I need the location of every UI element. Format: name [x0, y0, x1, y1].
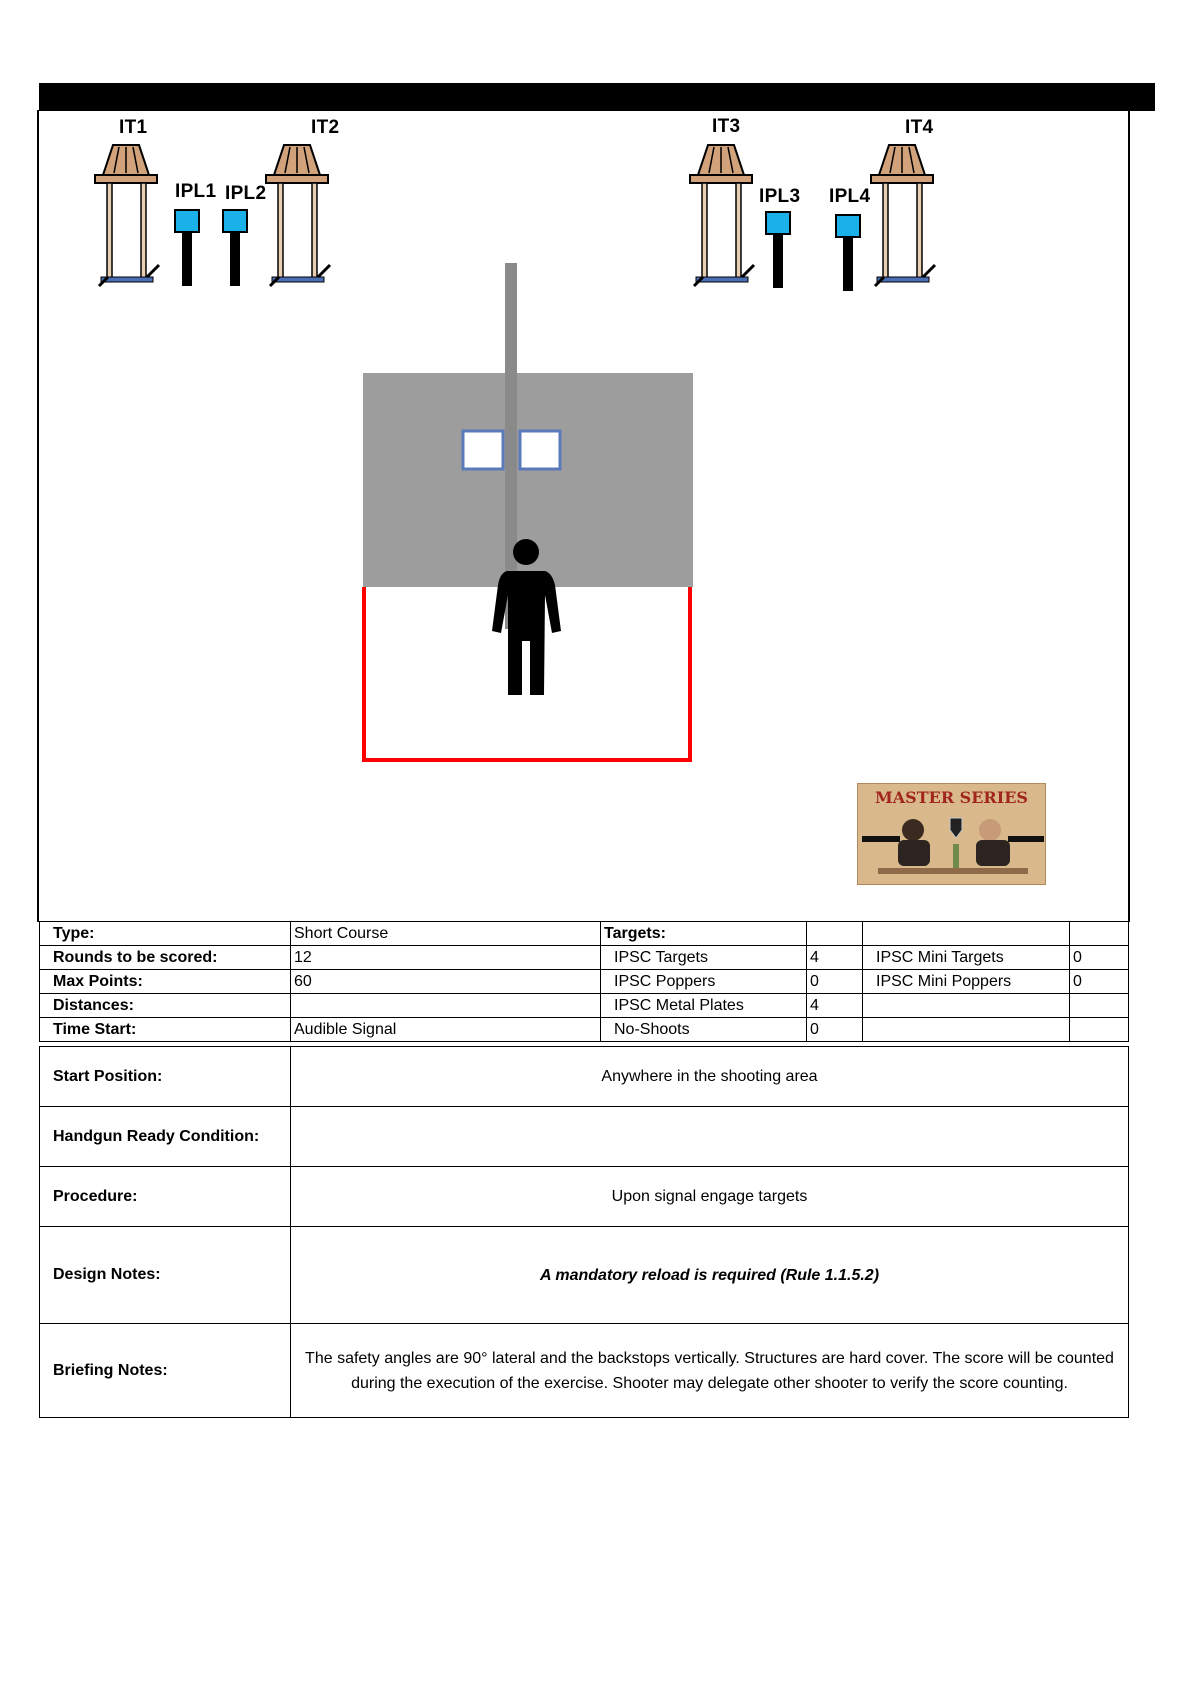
- ipsc-metal-plates-value: 4: [807, 994, 863, 1018]
- time-start-label: Time Start:: [40, 1018, 291, 1042]
- popper-ipl2: [223, 210, 247, 286]
- targets-label: Targets:: [601, 922, 807, 946]
- table-row: [40, 1107, 1129, 1167]
- handgun-ready-label: Handgun Ready Condition:: [40, 1107, 291, 1167]
- popper-ipl3: [766, 212, 790, 288]
- procedure-value: Upon signal engage targets: [291, 1167, 1129, 1227]
- procedure-label: Procedure:: [40, 1167, 291, 1227]
- ipsc-mini-poppers-label: IPSC Mini Poppers: [863, 970, 1070, 994]
- title-bar: [39, 83, 1155, 111]
- briefing-notes-value: The safety angles are 90° lateral and the backstops vertically. Structures are hard cover. The score will be counted during the execution of the exercise. Shooter may delegate other shooter to verify the score counting.: [291, 1324, 1129, 1418]
- label-ipl4: IPL4: [829, 186, 871, 207]
- briefing-notes-label: Briefing Notes:: [40, 1324, 291, 1418]
- label-ipl2: IPL2: [225, 183, 267, 204]
- table-row: [40, 1018, 1129, 1042]
- table-row: [40, 922, 1129, 946]
- ipsc-mini-poppers-value: 0: [1070, 970, 1129, 994]
- logo-figures: [858, 784, 1045, 884]
- table-row: [40, 946, 1129, 970]
- design-notes-label: Design Notes:: [40, 1227, 291, 1324]
- label-ipl3: IPL3: [759, 186, 801, 207]
- no-shoots-label: No-Shoots: [601, 1018, 807, 1042]
- table-row: [40, 970, 1129, 994]
- ipsc-poppers-label: IPSC Poppers: [601, 970, 807, 994]
- metal-plate-1: [463, 431, 503, 469]
- stage-diagram: [37, 110, 1130, 922]
- master-series-logo: [857, 783, 1046, 885]
- type-label: Type:: [40, 922, 291, 946]
- table-row: [40, 1324, 1129, 1418]
- time-start-value: Audible Signal: [291, 1018, 601, 1042]
- logo-text: MASTER SERIES: [875, 788, 1028, 807]
- ipsc-mini-targets-label: IPSC Mini Targets: [863, 946, 1070, 970]
- distances-label: Distances:: [40, 994, 291, 1018]
- ipsc-targets-label: IPSC Targets: [601, 946, 807, 970]
- target-stand-it1: [95, 145, 159, 286]
- label-ipl1: IPL1: [175, 181, 217, 202]
- stage-info-table: [39, 921, 1129, 1042]
- popper-ipl4: [836, 215, 860, 291]
- label-it2: IT2: [311, 117, 340, 138]
- label-it3: IT3: [712, 116, 741, 137]
- ipsc-metal-plates-label: IPSC Metal Plates: [601, 994, 807, 1018]
- start-position-label: Start Position:: [40, 1047, 291, 1107]
- target-stand-it4: [871, 145, 935, 286]
- target-stand-it3: [690, 145, 754, 286]
- rounds-label: Rounds to be scored:: [40, 946, 291, 970]
- max-points-value: 60: [291, 970, 601, 994]
- stage-notes-table: [39, 1046, 1129, 1418]
- design-notes-value: A mandatory reload is required (Rule 1.1.5.2): [291, 1227, 1129, 1324]
- popper-ipl1: [175, 210, 199, 286]
- distances-value: [291, 994, 601, 1018]
- ipsc-poppers-value: 0: [807, 970, 863, 994]
- ipsc-targets-value: 4: [807, 946, 863, 970]
- max-points-label: Max Points:: [40, 970, 291, 994]
- start-position-value: Anywhere in the shooting area: [291, 1047, 1129, 1107]
- label-it1: IT1: [119, 117, 148, 138]
- type-value: Short Course: [291, 922, 601, 946]
- rounds-value: 12: [291, 946, 601, 970]
- metal-plate-2: [520, 431, 560, 469]
- table-row: [40, 994, 1129, 1018]
- ipsc-mini-targets-value: 0: [1070, 946, 1129, 970]
- target-stand-it2: [266, 145, 330, 286]
- table-row: [40, 1047, 1129, 1107]
- no-shoots-value: 0: [807, 1018, 863, 1042]
- label-it4: IT4: [905, 117, 934, 138]
- table-row: [40, 1167, 1129, 1227]
- table-row: [40, 1227, 1129, 1324]
- handgun-ready-value: [291, 1107, 1129, 1167]
